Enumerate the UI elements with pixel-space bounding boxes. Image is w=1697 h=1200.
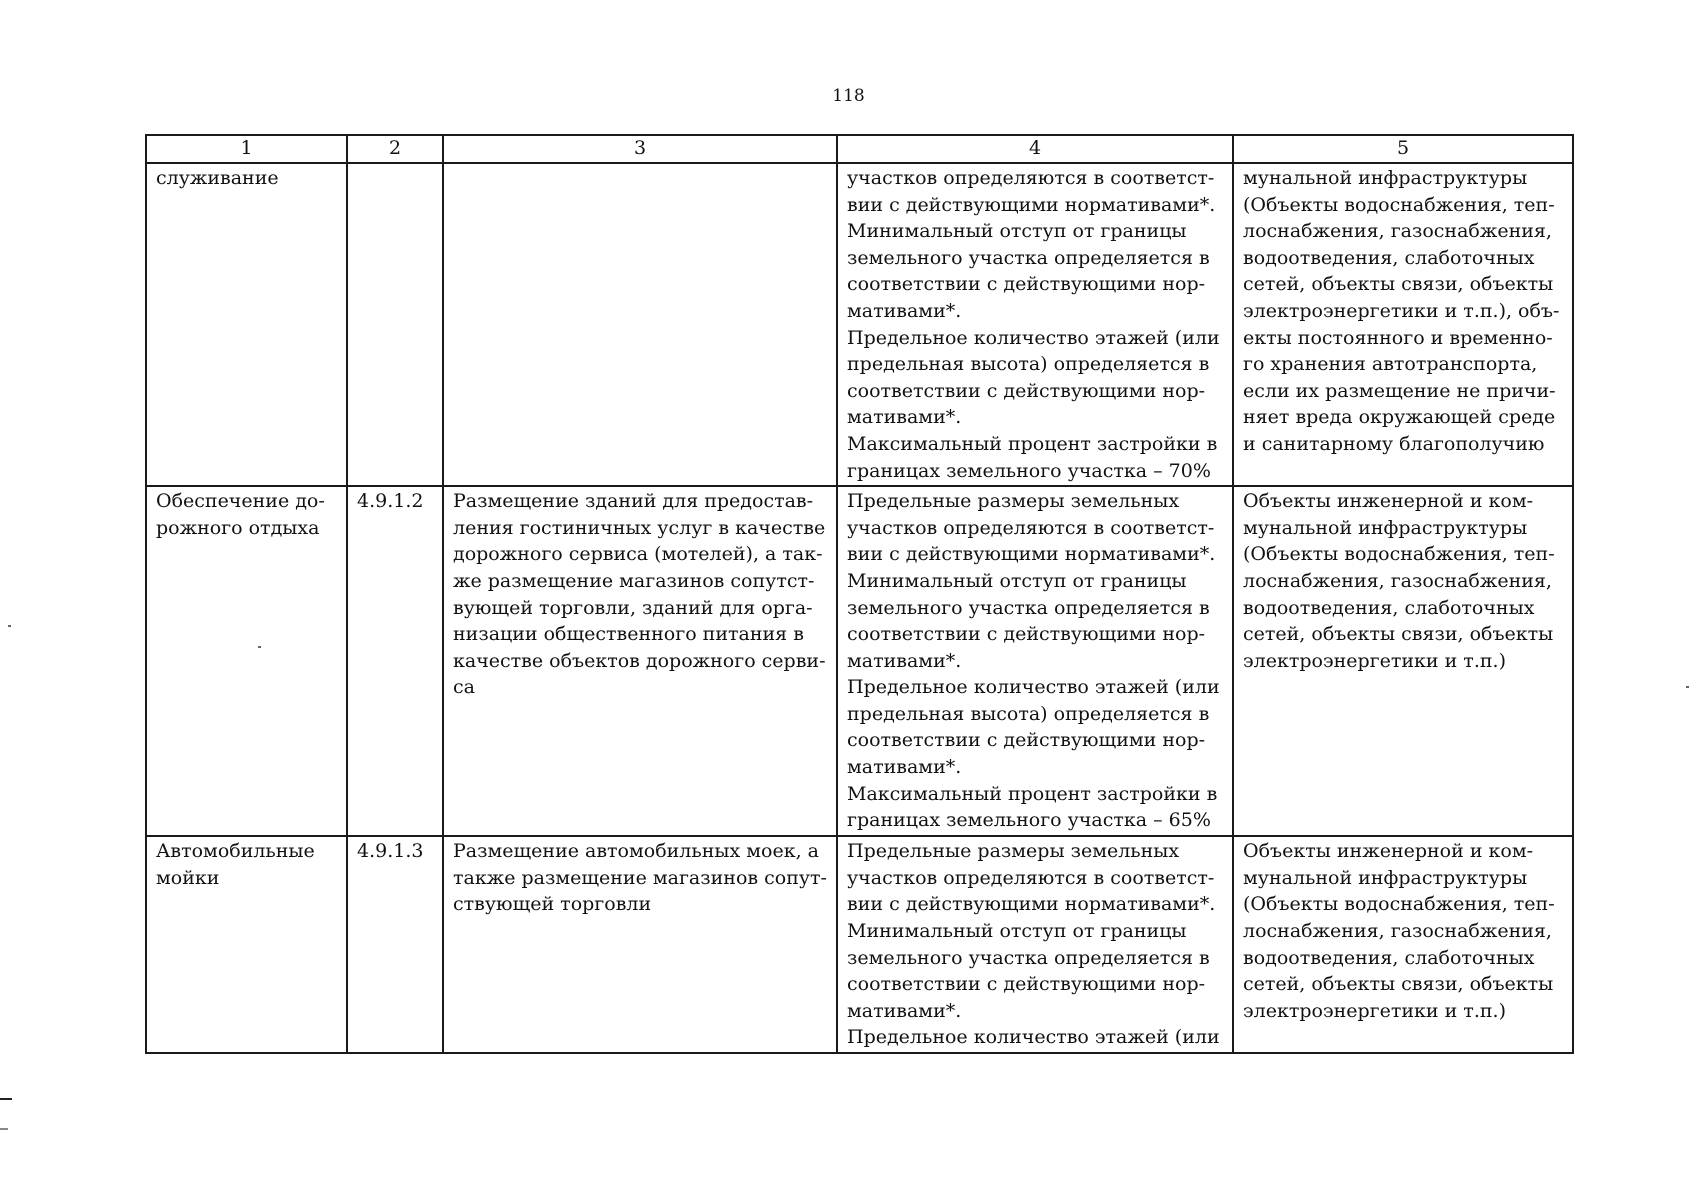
auxiliary-uses-cell: мунальной инфраструктуры (Объекты водоснабжения, теп- лоснабжения, газоснабжения, водоотведения, слаботочных сетей, объекты связи, объекты электроэнергетики и т.п.), объ- екты постоянного и временно- го хранения автотранспорта, если их размещение не причи- няет вреда окружающей среде и санитарному благополучию [1233, 163, 1573, 486]
header-cell-1: 1 [146, 135, 347, 163]
scan-speck [1686, 686, 1689, 688]
table-header-row [146, 135, 1573, 163]
table-row [146, 163, 1573, 486]
code-cell [347, 163, 443, 486]
table-row [146, 836, 1573, 1053]
use-type-cell: служивание [146, 163, 347, 486]
description-cell: Размещение автомобильных моек, а также размещение магазинов сопут- ствующей торговли [443, 836, 837, 1053]
header-cell-2: 2 [347, 135, 443, 163]
scan-speck [258, 646, 261, 648]
table-row [146, 486, 1573, 836]
header-cell-5: 5 [1233, 135, 1573, 163]
auxiliary-uses-cell: Объекты инженерной и ком- мунальной инфраструктуры (Объекты водоснабжения, теп- лоснабжения, газоснабжения, водоотведения, слаботочных сетей, объекты связи, объекты электроэнергетики и т.п.) [1233, 486, 1573, 836]
use-type-cell: Обеспечение до- рожного отдыха [146, 486, 347, 836]
parameters-cell: участков определяются в соответст- вии с действующими нормативами*. Минимальный отступ от границы земельного участка определяется в соответствии с действующими нор- мативами*. Предельное количество этажей (или предельная высота) определяется в соответствии с действующими нор- мативами*. Максимальный процент застройки в границах земельного участка – 70% [837, 163, 1233, 486]
page-number: 118 [832, 86, 865, 106]
scan-edge-mark [0, 1098, 12, 1100]
auxiliary-uses-cell: Объекты инженерной и ком- мунальной инфраструктуры (Объекты водоснабжения, теп- лоснабжения, газоснабжения, водоотведения, слаботочных сетей, объекты связи, объекты электроэнергетики и т.п.) [1233, 836, 1573, 1053]
land-use-table [145, 134, 1574, 1054]
use-type-cell: Автомобильные мойки [146, 836, 347, 1053]
parameters-cell: Предельные размеры земельных участков определяются в соответст- вии с действующими нормативами*. Минимальный отступ от границы земельного участка определяется в соответствии с действующими нор- мативами*. Предельное количество этажей (или предельная высота) определяется в соответствии с действующими нор- мативами*. Максимальный процент застройки в границах земельного участка – 65% [837, 486, 1233, 836]
description-cell [443, 163, 837, 486]
description-cell: Размещение зданий для предостав- ления гостиничных услуг в качестве дорожного сервиса (мотелей), а так- же размещение магазинов сопутст- вующей торговли, зданий для орга- низации общественного питания в качестве объектов дорожного серви- са [443, 486, 837, 836]
code-cell: 4.9.1.3 [347, 836, 443, 1053]
parameters-cell: Предельные размеры земельных участков определяются в соответст- вии с действующими нормативами*. Минимальный отступ от границы земельного участка определяется в соответствии с действующими нор- мативами*. Предельное количество этажей (или [837, 836, 1233, 1053]
header-cell-4: 4 [837, 135, 1233, 163]
scan-speck [8, 625, 11, 627]
code-cell: 4.9.1.2 [347, 486, 443, 836]
header-cell-3: 3 [443, 135, 837, 163]
scan-edge-mark [0, 1128, 8, 1130]
